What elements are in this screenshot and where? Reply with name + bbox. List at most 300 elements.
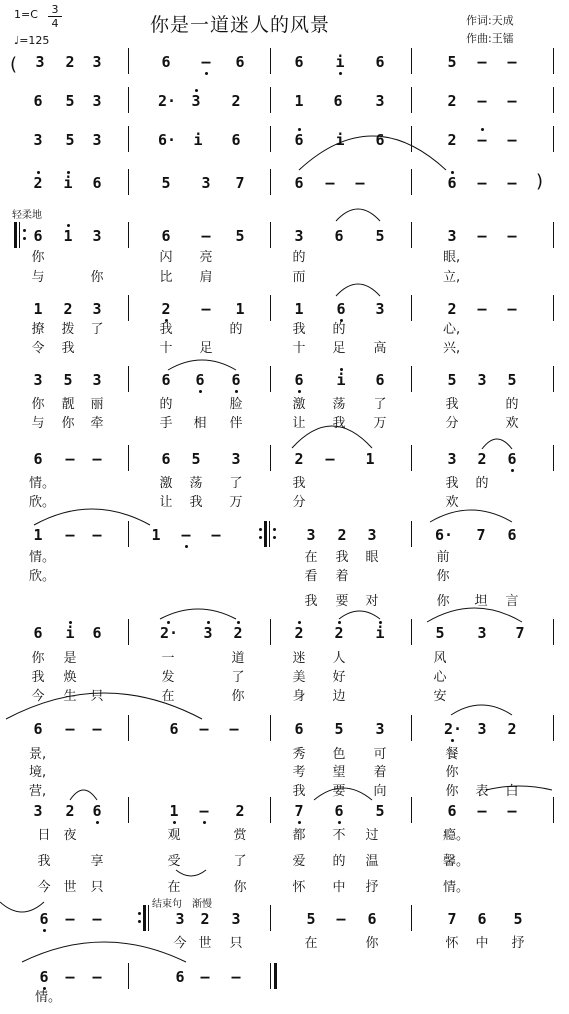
note-numeral: 7: [447, 910, 457, 928]
lyric-syllable: 撩: [31, 322, 45, 337]
lyric-syllable: 我: [37, 854, 51, 869]
sustain-dash: –: [199, 720, 209, 738]
lyric-syllable: 要: [335, 594, 349, 609]
note-numeral: 2: [507, 720, 517, 738]
barline: [270, 445, 271, 471]
note-numeral: 3: [35, 53, 45, 71]
note-numeral: 2: [294, 450, 304, 468]
note-numeral: 6: [294, 174, 304, 192]
lyric-syllable: 温: [365, 854, 379, 869]
note-numeral: 6: [92, 802, 102, 820]
lyric-syllable: 我: [292, 476, 306, 491]
lyric-syllable: 脸: [229, 397, 243, 412]
octave-dot: [379, 621, 382, 624]
lyric-syllable: 了: [373, 397, 387, 412]
sustain-dash: –: [199, 802, 209, 820]
lyric-syllable: 的: [332, 322, 346, 337]
note-numeral: 3: [33, 371, 43, 389]
note-numeral: 5: [161, 174, 171, 192]
note-numeral: 2: [63, 300, 73, 318]
sustain-dash: –: [92, 910, 102, 928]
note-numeral: 5: [435, 624, 445, 642]
lyric-syllable: 我: [189, 495, 203, 510]
note-numeral: 3: [375, 92, 385, 110]
octave-dot: [67, 171, 70, 174]
lyric-syllable: 中: [332, 880, 346, 895]
barline: [128, 48, 129, 74]
sustain-dash: –: [325, 450, 335, 468]
octave-dot: [203, 821, 206, 824]
octave-dot: [207, 621, 210, 624]
lyric-syllable: 营,: [29, 784, 47, 799]
octave-dot: [298, 821, 301, 824]
lyric-syllable: 境,: [29, 765, 47, 780]
barline: [270, 715, 271, 741]
lyric-syllable: 道: [231, 651, 245, 666]
note-numeral: 2: [231, 92, 241, 110]
lyric-syllable: 享: [90, 854, 104, 869]
note-numeral: 7: [515, 624, 525, 642]
note-numeral: 1: [294, 300, 304, 318]
note-numeral: 5: [65, 131, 75, 149]
slur-arc: [336, 284, 380, 296]
lyric-syllable: 手: [159, 416, 173, 431]
lyric-syllable: 我: [304, 594, 318, 609]
lyric-syllable: 欣。: [29, 495, 56, 510]
note-numeral: 6: [33, 92, 43, 110]
barline: [411, 222, 412, 248]
lyric-syllable: 十: [292, 341, 306, 356]
note-numeral: 6: [39, 910, 49, 928]
lyric-syllable: 不: [332, 828, 346, 843]
note-numeral: 1: [63, 227, 73, 245]
slur-arc: [34, 509, 150, 525]
note-numeral: 6: [333, 92, 343, 110]
octave-dot: [340, 368, 343, 371]
note-numeral: 5: [375, 802, 385, 820]
sustain-dash: –: [201, 53, 211, 71]
note-numeral: 2: [233, 624, 243, 642]
note-numeral: 7: [235, 174, 245, 192]
lyric-syllable: 的: [229, 322, 243, 337]
note-numeral: 3: [477, 720, 487, 738]
barline: [128, 619, 129, 645]
sustain-dash: –: [507, 131, 517, 149]
lyric-syllable: 相: [193, 416, 207, 431]
octave-dot: [481, 128, 484, 131]
barline: [553, 715, 554, 741]
barline: [553, 126, 554, 152]
slur-arc: [336, 209, 380, 221]
barline: [553, 797, 554, 823]
note-numeral: 6: [477, 910, 487, 928]
note-numeral: 6: [195, 371, 205, 389]
quarter-note-icon: ♩: [14, 34, 20, 47]
lyric-syllable: 兴,: [443, 341, 461, 356]
lyric-syllable: 过: [365, 828, 379, 843]
barline: [411, 905, 412, 931]
note-numeral: 1: [33, 526, 43, 544]
slur-arc: [22, 942, 186, 962]
sustain-dash: –: [231, 968, 241, 986]
note-numeral: 6: [375, 371, 385, 389]
note-numeral: 2: [447, 300, 457, 318]
lyric-syllable: 让: [292, 416, 306, 431]
octave-dot: [205, 72, 208, 75]
expression-slowing: 渐慢: [192, 899, 212, 910]
barline: [270, 48, 271, 74]
sustain-dash: –: [507, 92, 517, 110]
repeat-end: [141, 905, 153, 931]
note-numeral: i: [375, 624, 385, 642]
lyric-syllable: 的: [332, 854, 346, 869]
note-numeral: 6: [507, 526, 517, 544]
note-numeral: 6: [294, 131, 304, 149]
lyric-syllable: 荡: [332, 397, 346, 412]
lyric-syllable: 了: [231, 670, 245, 685]
sustain-dash: –: [325, 174, 335, 192]
lyric-syllable: 前: [436, 550, 450, 565]
octave-dot: [298, 621, 301, 624]
note-numeral: 5: [375, 227, 385, 245]
lyric-syllable: 对: [365, 594, 379, 609]
note-numeral: 2: [447, 131, 457, 149]
lyric-syllable: 激: [159, 476, 173, 491]
note-numeral: 3: [191, 92, 201, 110]
note-numeral: 6: [33, 450, 43, 468]
note-numeral: 2: [477, 450, 487, 468]
note-numeral: 6: [375, 53, 385, 71]
note-numeral: 2: [447, 92, 457, 110]
barline: [553, 366, 554, 392]
lyric-syllable: 受: [167, 854, 181, 869]
note-numeral: 5: [507, 371, 517, 389]
note-numeral: 3: [201, 174, 211, 192]
barline: [128, 521, 129, 547]
lyric-syllable: 在: [304, 550, 318, 565]
note-numeral: 6: [447, 174, 457, 192]
lyric-syllable: 你: [31, 397, 45, 412]
lyric-syllable: 边: [332, 689, 346, 704]
barline: [128, 797, 129, 823]
lyric-syllable: 只: [229, 936, 243, 951]
note-numeral: 5: [191, 450, 201, 468]
time-signature-top: 3: [51, 3, 59, 16]
sustain-dash: –: [477, 227, 487, 245]
note-numeral: 3: [92, 92, 102, 110]
note-numeral: 2: [65, 802, 75, 820]
note-numeral: 6: [169, 720, 179, 738]
barline: [128, 445, 129, 471]
note-numeral: 3: [203, 624, 213, 642]
sustain-dash: –: [211, 526, 221, 544]
sustain-dash: –: [477, 802, 487, 820]
barline: [553, 445, 554, 471]
note-numeral: 5: [235, 227, 245, 245]
octave-dot: [195, 89, 198, 92]
note-numeral: 2·: [158, 92, 177, 110]
note-numeral: 6: [39, 968, 49, 986]
lyric-syllable: 只: [90, 880, 104, 895]
lyric-syllable: 我: [292, 784, 306, 799]
lyric-syllable: 你: [365, 936, 379, 951]
lyric-syllable: 馨。: [443, 854, 470, 869]
lyric-syllable: 而: [292, 270, 306, 285]
sustain-dash: –: [201, 227, 211, 245]
tempo-value: =125: [19, 34, 50, 47]
sustain-dash: –: [65, 526, 75, 544]
barline: [553, 222, 554, 248]
lyric-syllable: 的: [505, 397, 519, 412]
lyric-syllable: 令: [31, 341, 45, 356]
lyric-syllable: 今: [173, 936, 187, 951]
note-numeral: 3: [231, 910, 241, 928]
octave-dot: [173, 821, 176, 824]
octave-dot: [338, 821, 341, 824]
lyric-syllable: 拨: [61, 322, 75, 337]
lyric-syllable: 考: [292, 765, 306, 780]
lyric-syllable: 景,: [29, 747, 47, 762]
note-numeral: i: [63, 174, 73, 192]
note-numeral: 6: [375, 131, 385, 149]
lyric-syllable: 心,: [443, 322, 461, 337]
octave-dot: [235, 390, 238, 393]
slur-arc: [70, 790, 97, 800]
barline: [411, 619, 412, 645]
close-parenthesis: ): [536, 171, 544, 192]
note-numeral: 6: [161, 450, 171, 468]
lyric-syllable: 牵: [90, 416, 104, 431]
barline: [411, 366, 412, 392]
sustain-dash: –: [181, 526, 191, 544]
octave-dot: [43, 929, 46, 932]
note-numeral: 5: [306, 910, 316, 928]
lyric-syllable: 你: [436, 569, 450, 584]
sustain-dash: –: [92, 968, 102, 986]
lyric-syllable: 人: [332, 651, 346, 666]
octave-dot: [338, 621, 341, 624]
lyric-syllable: 在: [161, 689, 175, 704]
octave-dot: [37, 171, 40, 174]
note-numeral: 3: [92, 300, 102, 318]
lyric-syllable: 你: [31, 651, 45, 666]
note-numeral: 5: [447, 371, 457, 389]
lyric-syllable: 足: [199, 341, 213, 356]
sustain-dash: –: [477, 53, 487, 71]
note-numeral: 6: [231, 131, 241, 149]
lyric-syllable: 看: [304, 569, 318, 584]
note-numeral: 3: [92, 53, 102, 71]
lyric-syllable: 万: [373, 416, 387, 431]
lyric-syllable: 肩: [199, 270, 213, 285]
lyric-syllable: 心: [433, 670, 447, 685]
lyric-syllable: 爱: [292, 854, 306, 869]
note-numeral: 1: [235, 300, 245, 318]
lyric-syllable: 夜: [63, 828, 77, 843]
lyric-syllable: 都: [292, 828, 306, 843]
note-numeral: 6: [334, 227, 344, 245]
note-numeral: 6: [235, 53, 245, 71]
sustain-dash: –: [477, 131, 487, 149]
slur-arc: [482, 439, 512, 449]
lyric-syllable: 赏: [233, 828, 247, 843]
note-numeral: 2: [294, 624, 304, 642]
lyric-syllable: 欢: [445, 495, 459, 510]
lyric-syllable: 的: [159, 397, 173, 412]
lyric-syllable: 言: [505, 594, 519, 609]
sustain-dash: –: [336, 910, 346, 928]
lyric-syllable: 高: [373, 341, 387, 356]
slur-arc: [451, 705, 512, 715]
lyric-syllable: 你: [31, 250, 45, 265]
note-numeral: 6: [33, 624, 43, 642]
note-numeral: 6: [294, 53, 304, 71]
note-numeral: 2: [33, 174, 43, 192]
open-parenthesis: (: [10, 54, 18, 75]
sustain-dash: –: [92, 720, 102, 738]
time-signature: [48, 4, 62, 29]
lyric-syllable: 望: [332, 765, 346, 780]
note-numeral: i: [193, 131, 203, 149]
lyric-syllable: 一: [161, 651, 175, 666]
barline: [553, 87, 554, 113]
note-numeral: 1: [33, 300, 43, 318]
lyric-syllable: 色: [332, 747, 346, 762]
lyric-syllable: 亮: [199, 250, 213, 265]
note-numeral: 6: [33, 720, 43, 738]
sustain-dash: –: [65, 720, 75, 738]
barline: [270, 905, 271, 931]
note-numeral: 3: [92, 131, 102, 149]
lyric-syllable: 生: [63, 689, 77, 704]
lyric-syllable: 迷: [292, 651, 306, 666]
lyric-syllable: 你: [445, 765, 459, 780]
barline: [553, 48, 554, 74]
lyric-syllable: 足: [332, 341, 346, 356]
sustain-dash: –: [507, 174, 517, 192]
lyric-syllable: 世: [63, 880, 77, 895]
slur-arc: [430, 510, 512, 522]
octave-dot: [339, 72, 342, 75]
barline: [270, 619, 271, 645]
lyric-syllable: 我: [335, 550, 349, 565]
lyric-syllable: 向: [373, 784, 387, 799]
octave-dot: [167, 621, 170, 624]
lyric-syllable: 只: [90, 689, 104, 704]
key-signature: 1=C: [14, 8, 38, 21]
slur-arc: [160, 609, 236, 619]
note-numeral: 7: [476, 526, 486, 544]
note-numeral: 5: [63, 371, 73, 389]
repeat-both: [262, 521, 274, 547]
note-numeral: 3: [477, 624, 487, 642]
composer-credit: 作曲:王镭: [466, 32, 514, 45]
slur-arc: [427, 608, 522, 622]
note-numeral: 2·: [444, 720, 463, 738]
sustain-dash: –: [65, 910, 75, 928]
lyric-syllable: 你: [61, 416, 75, 431]
lyric-syllable: 坦: [474, 594, 488, 609]
note-numeral: 3: [375, 300, 385, 318]
lyric-syllable: 好: [332, 670, 346, 685]
lyric-syllable: 闪: [159, 250, 173, 265]
note-numeral: 1: [294, 92, 304, 110]
note-numeral: 5: [334, 720, 344, 738]
note-numeral: 6: [447, 802, 457, 820]
note-numeral: 6: [161, 227, 171, 245]
note-numeral: 6: [336, 300, 346, 318]
lyric-syllable: 抒: [365, 880, 379, 895]
lyric-syllable: 你: [90, 270, 104, 285]
note-numeral: 6: [367, 910, 377, 928]
lyric-syllable: 与: [31, 416, 45, 431]
barline: [270, 169, 271, 195]
sustain-dash: –: [92, 526, 102, 544]
tempo-marking: [14, 34, 49, 47]
lyric-syllable: 发: [161, 670, 175, 685]
lyric-syllable: 日: [37, 828, 51, 843]
note-numeral: 3: [33, 802, 43, 820]
barline: [411, 169, 412, 195]
barline: [411, 715, 412, 741]
lyric-syllable: 了: [229, 476, 243, 491]
note-numeral: 2: [337, 526, 347, 544]
lyric-syllable: 在: [304, 936, 318, 951]
lyric-syllable: 情。: [443, 880, 470, 895]
note-numeral: 6: [334, 802, 344, 820]
note-numeral: 6: [294, 720, 304, 738]
sustain-dash: –: [229, 720, 239, 738]
note-numeral: i: [336, 371, 346, 389]
barline: [128, 366, 129, 392]
sustain-dash: –: [477, 92, 487, 110]
note-numeral: 1: [169, 802, 179, 820]
lyric-syllable: 我: [445, 397, 459, 412]
barline: [270, 87, 271, 113]
lyric-syllable: 怀: [292, 880, 306, 895]
lyric-syllable: 的: [475, 476, 489, 491]
lyric-syllable: 我: [445, 476, 459, 491]
lyric-syllable: 你: [436, 594, 450, 609]
note-numeral: 6: [294, 371, 304, 389]
barline: [270, 295, 271, 321]
lyric-syllable: 要: [332, 784, 346, 799]
lyric-syllable: 白: [505, 784, 519, 799]
barline: [411, 445, 412, 471]
lyric-syllable: 情。: [29, 550, 56, 565]
note-numeral: 3: [375, 720, 385, 738]
lyric-syllable: 万: [229, 495, 243, 510]
note-numeral: 6: [33, 227, 43, 245]
note-numeral: 2: [200, 910, 210, 928]
expression-gentle: 轻柔地: [12, 210, 42, 221]
lyric-syllable: 比: [159, 270, 173, 285]
octave-dot: [199, 390, 202, 393]
barline: [270, 797, 271, 823]
note-numeral: 6·: [158, 131, 177, 149]
sustain-dash: –: [477, 174, 487, 192]
lyric-syllable: 今: [37, 880, 51, 895]
lyric-syllable: 分: [292, 495, 306, 510]
lyric-syllable: 眼,: [443, 250, 461, 265]
note-numeral: 6: [175, 968, 185, 986]
octave-dot: [451, 739, 454, 742]
lyric-syllable: 表: [475, 784, 489, 799]
octave-dot: [298, 390, 301, 393]
lyric-syllable: 十: [159, 341, 173, 356]
note-numeral: 6: [92, 624, 102, 642]
barline: [128, 715, 129, 741]
